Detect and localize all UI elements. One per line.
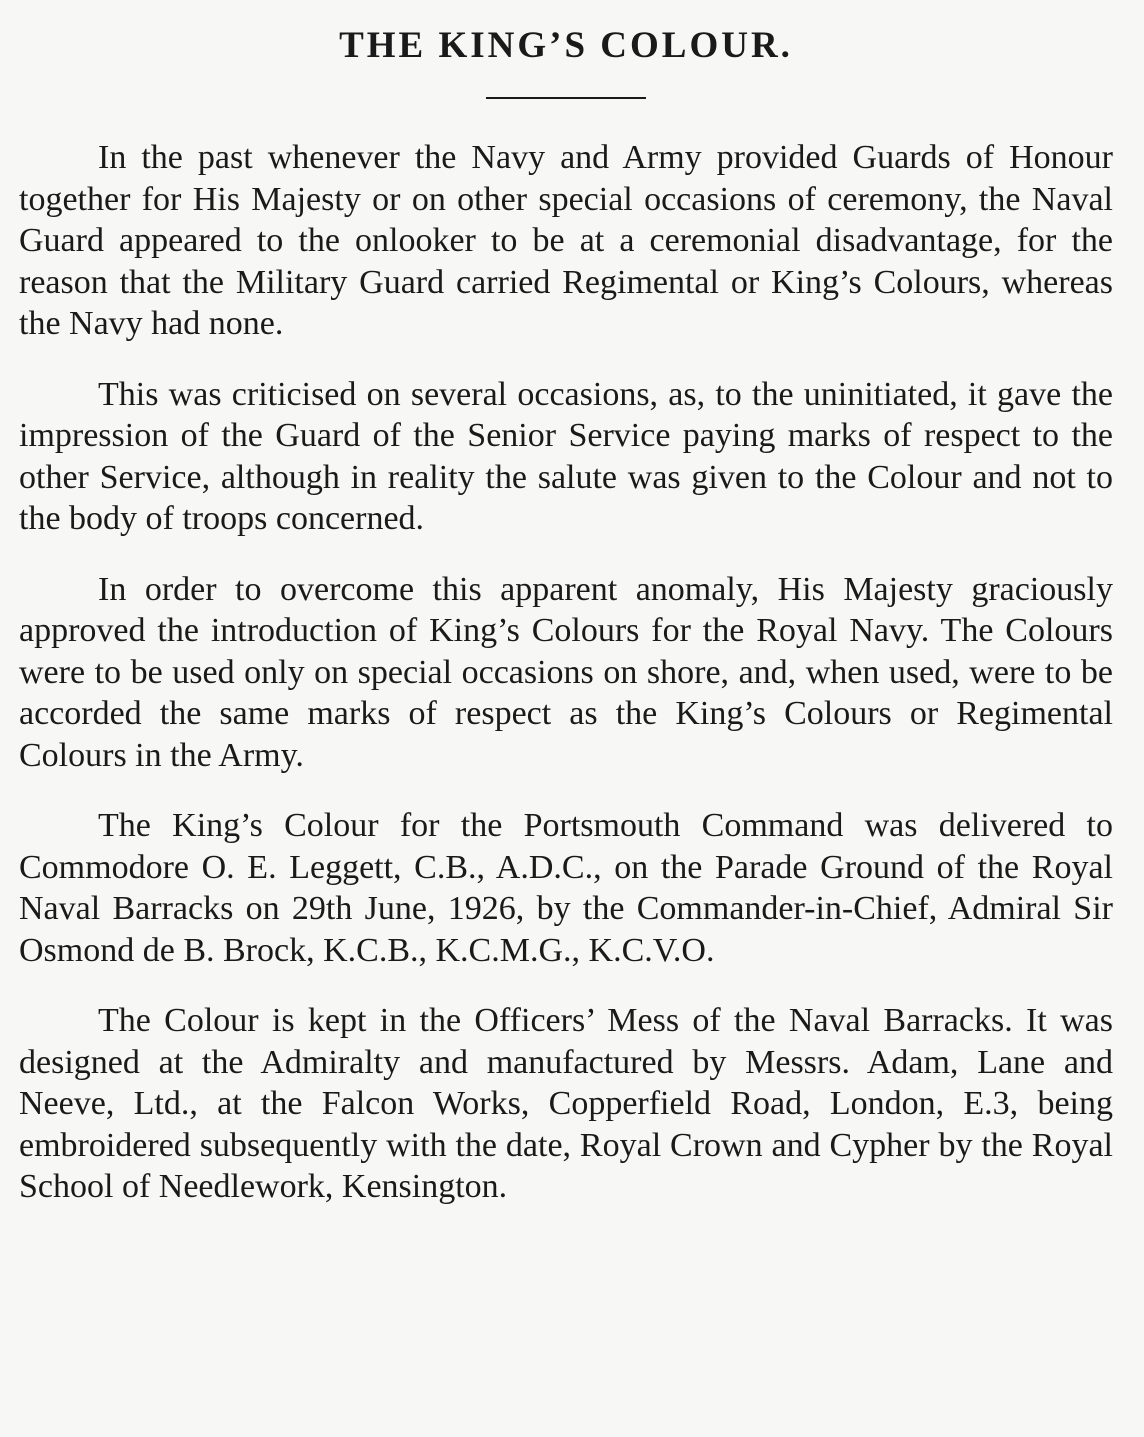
paragraph-4: The King’s Colour for the Portsmouth Command was delivered to Commodore O. E. Leggett, C.B., A.D.C., on the Parade Ground of the Royal Naval Barracks on 29th June, 1926, by the Commander-in-Chief, Admiral Sir Osmond de B. Brock, K.C.B., K.C.M.G., K.C.V.O.: [19, 807, 1113, 969]
paragraph-1: In the past whenever the Navy and Army provided Guards of Honour together for His Majesty or on other special occasions of ceremony, the Naval Guard appeared to the onlooker to be at a ceremonial disadvantage, for the reason that the Military Guard carried Regimental or King’s Colours, whereas the Navy had none.: [19, 139, 1113, 342]
paragraph-2: This was criticised on several occasions, as, to the uninitiated, it gave the impression of the Guard of the Senior Service paying marks of respect to the other Service, although in reality the salute was given to the Colour and not to the body of troops concerned.: [19, 375, 1113, 537]
document-page: [19, 22, 1113, 1208]
document-body: [19, 137, 1113, 1208]
paragraph-5: The Colour is kept in the Officers’ Mess of the Naval Barracks. It was designed at the Admiralty and manufactured by Messrs. Adam, Lane and Neeve, Ltd., at the Falcon Works, Copperfield Road, London, E.3, being embroidered subsequently with the date, Royal Crown and Cypher by the Royal School of Needlework, Kensington.: [19, 1002, 1113, 1205]
paragraph-3: In order to overcome this apparent anomaly, His Majesty graciously approved the introduction of King’s Colours for the Royal Navy. The Colours were to be used only on special occasions on shore, and, when used, were to be accorded the same marks of respect as the King’s Colours or Regimental Colours in the Army.: [19, 570, 1113, 774]
title-divider: [486, 97, 646, 99]
document-title: THE KING’S COLOUR.: [339, 25, 793, 66]
